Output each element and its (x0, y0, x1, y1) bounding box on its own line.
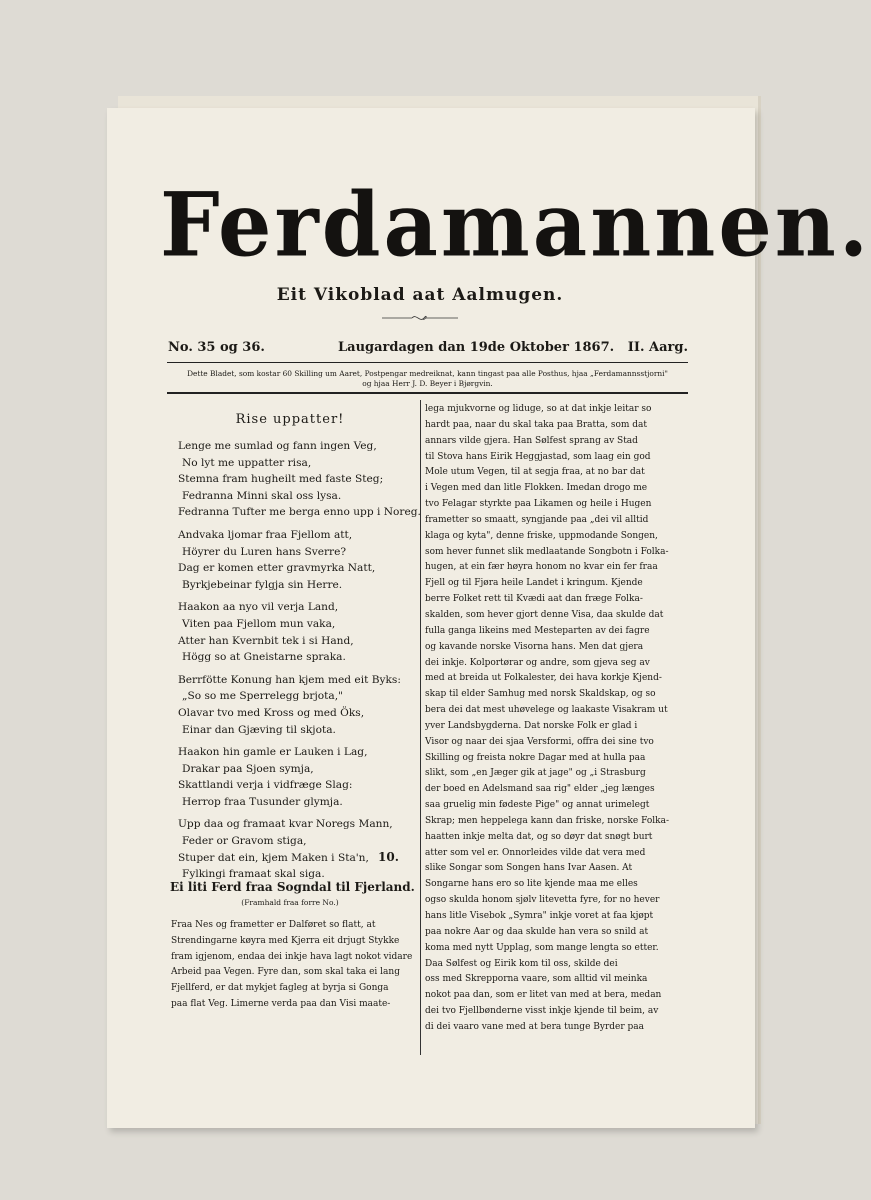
article-line: Fraa Nes og frametter er Dalføret so flatt, at (171, 920, 376, 930)
article-line: ogso skulda honom sjølv litevetta fyre, for no hever (425, 895, 660, 906)
poem-line: Fedranna Minni skal oss lysa. (182, 489, 342, 502)
article-line: til Stova hans Eirik Heggjastad, som laag ein god (425, 451, 651, 462)
poem-line: Dag er komen etter gravmyrka Natt, (178, 562, 376, 575)
article-line: di dei vaaro vane med at bera tunge Byrder paa (425, 1021, 645, 1032)
article-line: Arbeid paa Vegen. Fyre dan, som skal taka ei lang (171, 967, 400, 978)
poem-line: Haakon hin gamle er Lauken i Lag, (178, 746, 368, 759)
article-line: annars vilde gjera. Han Sølfest sprang av Stad (425, 435, 638, 446)
article-line: frametter so smaatt, syngjande paa „dei vil alltid (425, 514, 649, 525)
article-line: Mole utum Vegen, til at segja fraa, at no bar dat (425, 467, 645, 478)
article-line: hardt paa, naar du skal taka paa Bratta, som dat (425, 419, 647, 430)
article-subtitle: (Framhald fraa forre No.) (241, 898, 339, 907)
issue-date: Laugardagen dan 19de Oktober 1867. (338, 340, 615, 355)
article-line: Daa Sølfest og Eirik kom til oss, skilde dei (425, 958, 618, 969)
poem-number: 10. (378, 850, 399, 864)
poem-stanza (178, 744, 418, 810)
article-line: hugen, at ein fær høyra honom no kvar ein fer fraa (425, 562, 658, 573)
article-line: nokot paa dan, som er litet van med at bera, medan (425, 990, 662, 1001)
article-line: paa nokre Aar og daa skulde han vera so snild at (425, 926, 649, 937)
poem-line: Einar dan Gjæving til skjota. (182, 723, 336, 736)
article-line: haatten inkje melta dat, og so døyr dat snøgt burt (425, 831, 653, 842)
article-line: fulla ganga likeins med Mesteparten av dei fagre (425, 625, 650, 636)
poem-line: Feder or Gravom stiga, (182, 835, 307, 848)
poem-title: Rise uppatter! (235, 412, 345, 427)
article-line: paa flat Veg. Limerne verda paa dan Visi maate- (171, 998, 391, 1009)
article-line: dei tvo Fjellbønderne visst inkje kjende til beim, av (425, 1006, 659, 1017)
poem-line: Haakon aa nyo vil verja Land, (178, 601, 339, 614)
article-left-column (171, 918, 418, 1013)
poem-line: Upp daa og framaat kvar Noregs Mann, (178, 818, 393, 831)
poem-line: Fylkingi framaat skal siga. (182, 868, 325, 881)
article-line: fram igjenom, endaa dei inkje hava lagt nokot vidare (171, 951, 413, 962)
poem-line: Högg so at Gneistarne spraka. (182, 651, 346, 664)
article-title: Ei liti Ferd fraa Sogndal til Fjerland. (170, 880, 415, 894)
notice-line: Dette Bladet, som kostar 60 Skilling um Aaret, Postpengar medreiknat, kann tingast paa alle Posthus, hjaa „Ferdamannsstjorni" (187, 369, 668, 378)
article-line: Strendingarne køyra med Kjerra eit drjugt Stykke (171, 935, 400, 946)
article-line: oss med Skrepporna vaare, som alltid vil meinka (425, 974, 648, 985)
article-line: skap til elder Samhug med norsk Skaldskap, og so (425, 689, 656, 700)
article-line: slikt, som „en Jæger gik at jage" og „i Strasburg (425, 768, 646, 779)
poem-stanza (178, 672, 418, 738)
poem-stanza (178, 599, 418, 665)
masthead-subtitle: Eit Vikoblad aat Aalmugen. (276, 285, 564, 305)
poem-stanza (178, 438, 421, 521)
header-rule (167, 362, 688, 363)
article-line: i Vegen med dan litle Flokken. Imedan drogo me (425, 483, 648, 494)
notice-line: og hjaa Herr J. D. Beyer i Bjørgvin. (362, 379, 493, 388)
article-line: der boed en Adelsmand saa rig" elder „jeg længes (425, 784, 655, 795)
article-line: med at breida ut Folkalester, dei hava korkje Kjend- (425, 673, 662, 684)
poem-line: Stemna fram hugheilt med faste Steg; (178, 473, 384, 486)
poem-line: „So so me Sperrelegg brjota," (182, 690, 343, 703)
poem-line: Andvaka ljomar fraa Fjellom att, (178, 528, 353, 541)
poem-line: Byrkjebeinar fylgja sin Herre. (182, 578, 343, 591)
poem-body (178, 438, 421, 889)
poem-line: No lyt me uppatter risa, (182, 456, 312, 469)
article-line: berre Folket rett til Kvædi aat dan fræge Folka- (425, 594, 643, 605)
article-line: bera dei dat mest uhøvelege og laakaste Visakram ut (425, 705, 668, 716)
poem-line: Skattlandi verja i vidfræge Slag: (178, 779, 353, 792)
poem-line: Olavar tvo med Kross og med Öks, (178, 706, 365, 719)
poem-line: Drakar paa Sjoen symja, (182, 762, 314, 775)
article-line: Skilling og freista nokre Dagar med at hulla paa (425, 752, 646, 763)
article-line: Skrap; men heppelega kann dan friske, norske Folka- (425, 815, 669, 826)
masthead-title: Ferdamannen. (160, 172, 871, 277)
article-line: Visor og naar dei sjaa Versformi, offra dei sine tvo (425, 736, 654, 747)
article-line: yver Landsbygderna. Dat norske Folk er glad i (425, 720, 638, 731)
article-line: skalden, som hever gjort denne Visa, daa skulde dat (425, 609, 664, 620)
header-double-rule (167, 392, 688, 394)
article-line: hans litle Visebok „Symra" inkje voret at faa kjøpt (425, 911, 654, 921)
article-line: Fjellferd, er dat mykjet fagleg at byrja si Gonga (171, 983, 389, 994)
poem-line: Höyrer du Luren hans Sverre? (182, 545, 347, 558)
article-line: som hever funnet slik medlaatande Songbotn i Folka- (425, 546, 669, 557)
article-line: koma med nytt Upplag, som mange lengta so etter. (425, 942, 659, 953)
article-line: saa gruelig min fødeste Pige" og annat urimelegt (425, 800, 650, 811)
article-line: tvo Felagar styrkte paa Likamen og heile i Hugen (425, 499, 652, 510)
article-line: Songarne hans ero so lite kjende maa me elles (425, 879, 638, 890)
issue-year: II. Aarg. (627, 340, 688, 355)
column-divider (420, 400, 421, 1055)
article-right-column (425, 402, 687, 1036)
poem-line: Viten paa Fjellom mun vaka, (182, 617, 336, 630)
issue-number: No. 35 og 36. (168, 340, 265, 355)
poem-line: Atter han Kvernbit tek i si Hand, (178, 634, 354, 647)
article-line: dei inkje. Kolportørar og andre, som gjeva seg av (425, 657, 650, 668)
issue-info-row (168, 340, 688, 360)
article-line: klaga og kyta", denne friske, uppmodande Songen, (425, 530, 658, 541)
article-line: Fjell og til Fjøra heile Landet i kringum. Kjende (425, 578, 643, 589)
poem-line: Berrfötte Konung han kjem med eit Byks: (178, 673, 401, 686)
poem-line: Lenge me sumlad og fann ingen Veg, (178, 440, 377, 452)
poem-line: Fedranna Tufter me berga enno upp i Noreg. (178, 506, 421, 519)
article-line: slike Songar som Songen hans Ivar Aasen. At (425, 863, 633, 874)
subscription-notice (167, 369, 688, 389)
ornament-divider-icon (382, 313, 458, 323)
poem-line: Herrop fraa Tusunder glymja. (182, 795, 343, 808)
article-line: og kavande norske Visorna hans. Men dat gjera (425, 641, 644, 652)
poem-line: Stuper dat ein, kjem Maken i Sta'n, (178, 851, 369, 864)
article-line: lega mjukvorne og liduge, so at dat inkje leitar so (425, 404, 652, 414)
poem-stanza (178, 527, 418, 593)
article-line: atter som vel er. Onnorleides vilde dat vera med (425, 847, 646, 858)
